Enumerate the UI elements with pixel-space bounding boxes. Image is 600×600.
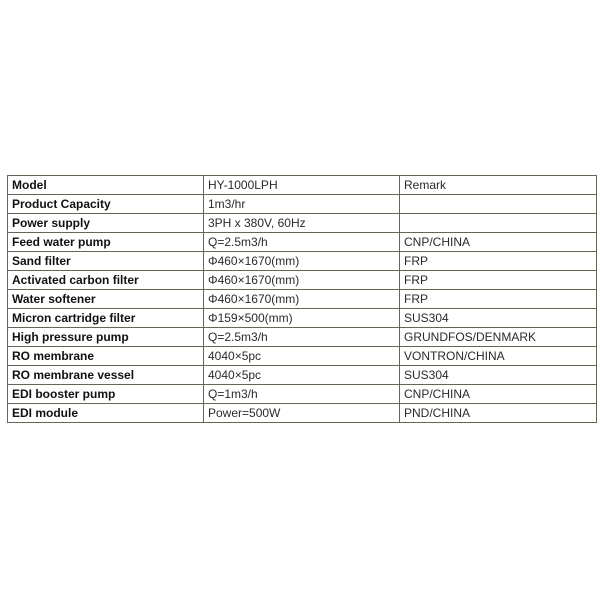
specification-table bbox=[7, 175, 597, 423]
spec-value: 4040×5pc bbox=[204, 366, 400, 385]
spec-value: Φ159×500(mm) bbox=[204, 309, 400, 328]
table-row bbox=[8, 309, 597, 328]
table-row bbox=[8, 252, 597, 271]
table-row bbox=[8, 347, 597, 366]
table-row bbox=[8, 366, 597, 385]
table-row bbox=[8, 290, 597, 309]
spec-remark: FRP bbox=[400, 271, 597, 290]
spec-label: Activated carbon filter bbox=[8, 271, 204, 290]
spec-remark: GRUNDFOS/DENMARK bbox=[400, 328, 597, 347]
spec-label: Power supply bbox=[8, 214, 204, 233]
spec-remark: VONTRON/CHINA bbox=[400, 347, 597, 366]
spec-remark: PND/CHINA bbox=[400, 404, 597, 423]
table-row bbox=[8, 195, 597, 214]
table-row bbox=[8, 271, 597, 290]
spec-value: HY-1000LPH bbox=[204, 176, 400, 195]
spec-label: Feed water pump bbox=[8, 233, 204, 252]
spec-label: RO membrane vessel bbox=[8, 366, 204, 385]
spec-label: Micron cartridge filter bbox=[8, 309, 204, 328]
spec-value: Power=500W bbox=[204, 404, 400, 423]
table-row bbox=[8, 233, 597, 252]
spec-label: Product Capacity bbox=[8, 195, 204, 214]
spec-label: EDI booster pump bbox=[8, 385, 204, 404]
table-row bbox=[8, 214, 597, 233]
spec-value: Q=2.5m3/h bbox=[204, 233, 400, 252]
table-row bbox=[8, 385, 597, 404]
spec-remark: CNP/CHINA bbox=[400, 385, 597, 404]
spec-value: Q=2.5m3/h bbox=[204, 328, 400, 347]
spec-label: Model bbox=[8, 176, 204, 195]
table-row bbox=[8, 328, 597, 347]
spec-remark: SUS304 bbox=[400, 309, 597, 328]
table-row bbox=[8, 404, 597, 423]
spec-label: Water softener bbox=[8, 290, 204, 309]
spec-value: Φ460×1670(mm) bbox=[204, 271, 400, 290]
spec-remark: SUS304 bbox=[400, 366, 597, 385]
spec-value: Φ460×1670(mm) bbox=[204, 290, 400, 309]
spec-remark: CNP/CHINA bbox=[400, 233, 597, 252]
spec-value: Q=1m3/h bbox=[204, 385, 400, 404]
spec-value: Φ460×1670(mm) bbox=[204, 252, 400, 271]
spec-label: RO membrane bbox=[8, 347, 204, 366]
spec-remark: Remark bbox=[400, 176, 597, 195]
spec-remark bbox=[400, 214, 597, 233]
spec-value: 3PH x 380V, 60Hz bbox=[204, 214, 400, 233]
spec-label: EDI module bbox=[8, 404, 204, 423]
spec-remark: FRP bbox=[400, 290, 597, 309]
spec-value: 4040×5pc bbox=[204, 347, 400, 366]
table-row bbox=[8, 176, 597, 195]
spec-label: Sand filter bbox=[8, 252, 204, 271]
spec-remark: FRP bbox=[400, 252, 597, 271]
spec-remark bbox=[400, 195, 597, 214]
spec-value: 1m3/hr bbox=[204, 195, 400, 214]
spec-label: High pressure pump bbox=[8, 328, 204, 347]
